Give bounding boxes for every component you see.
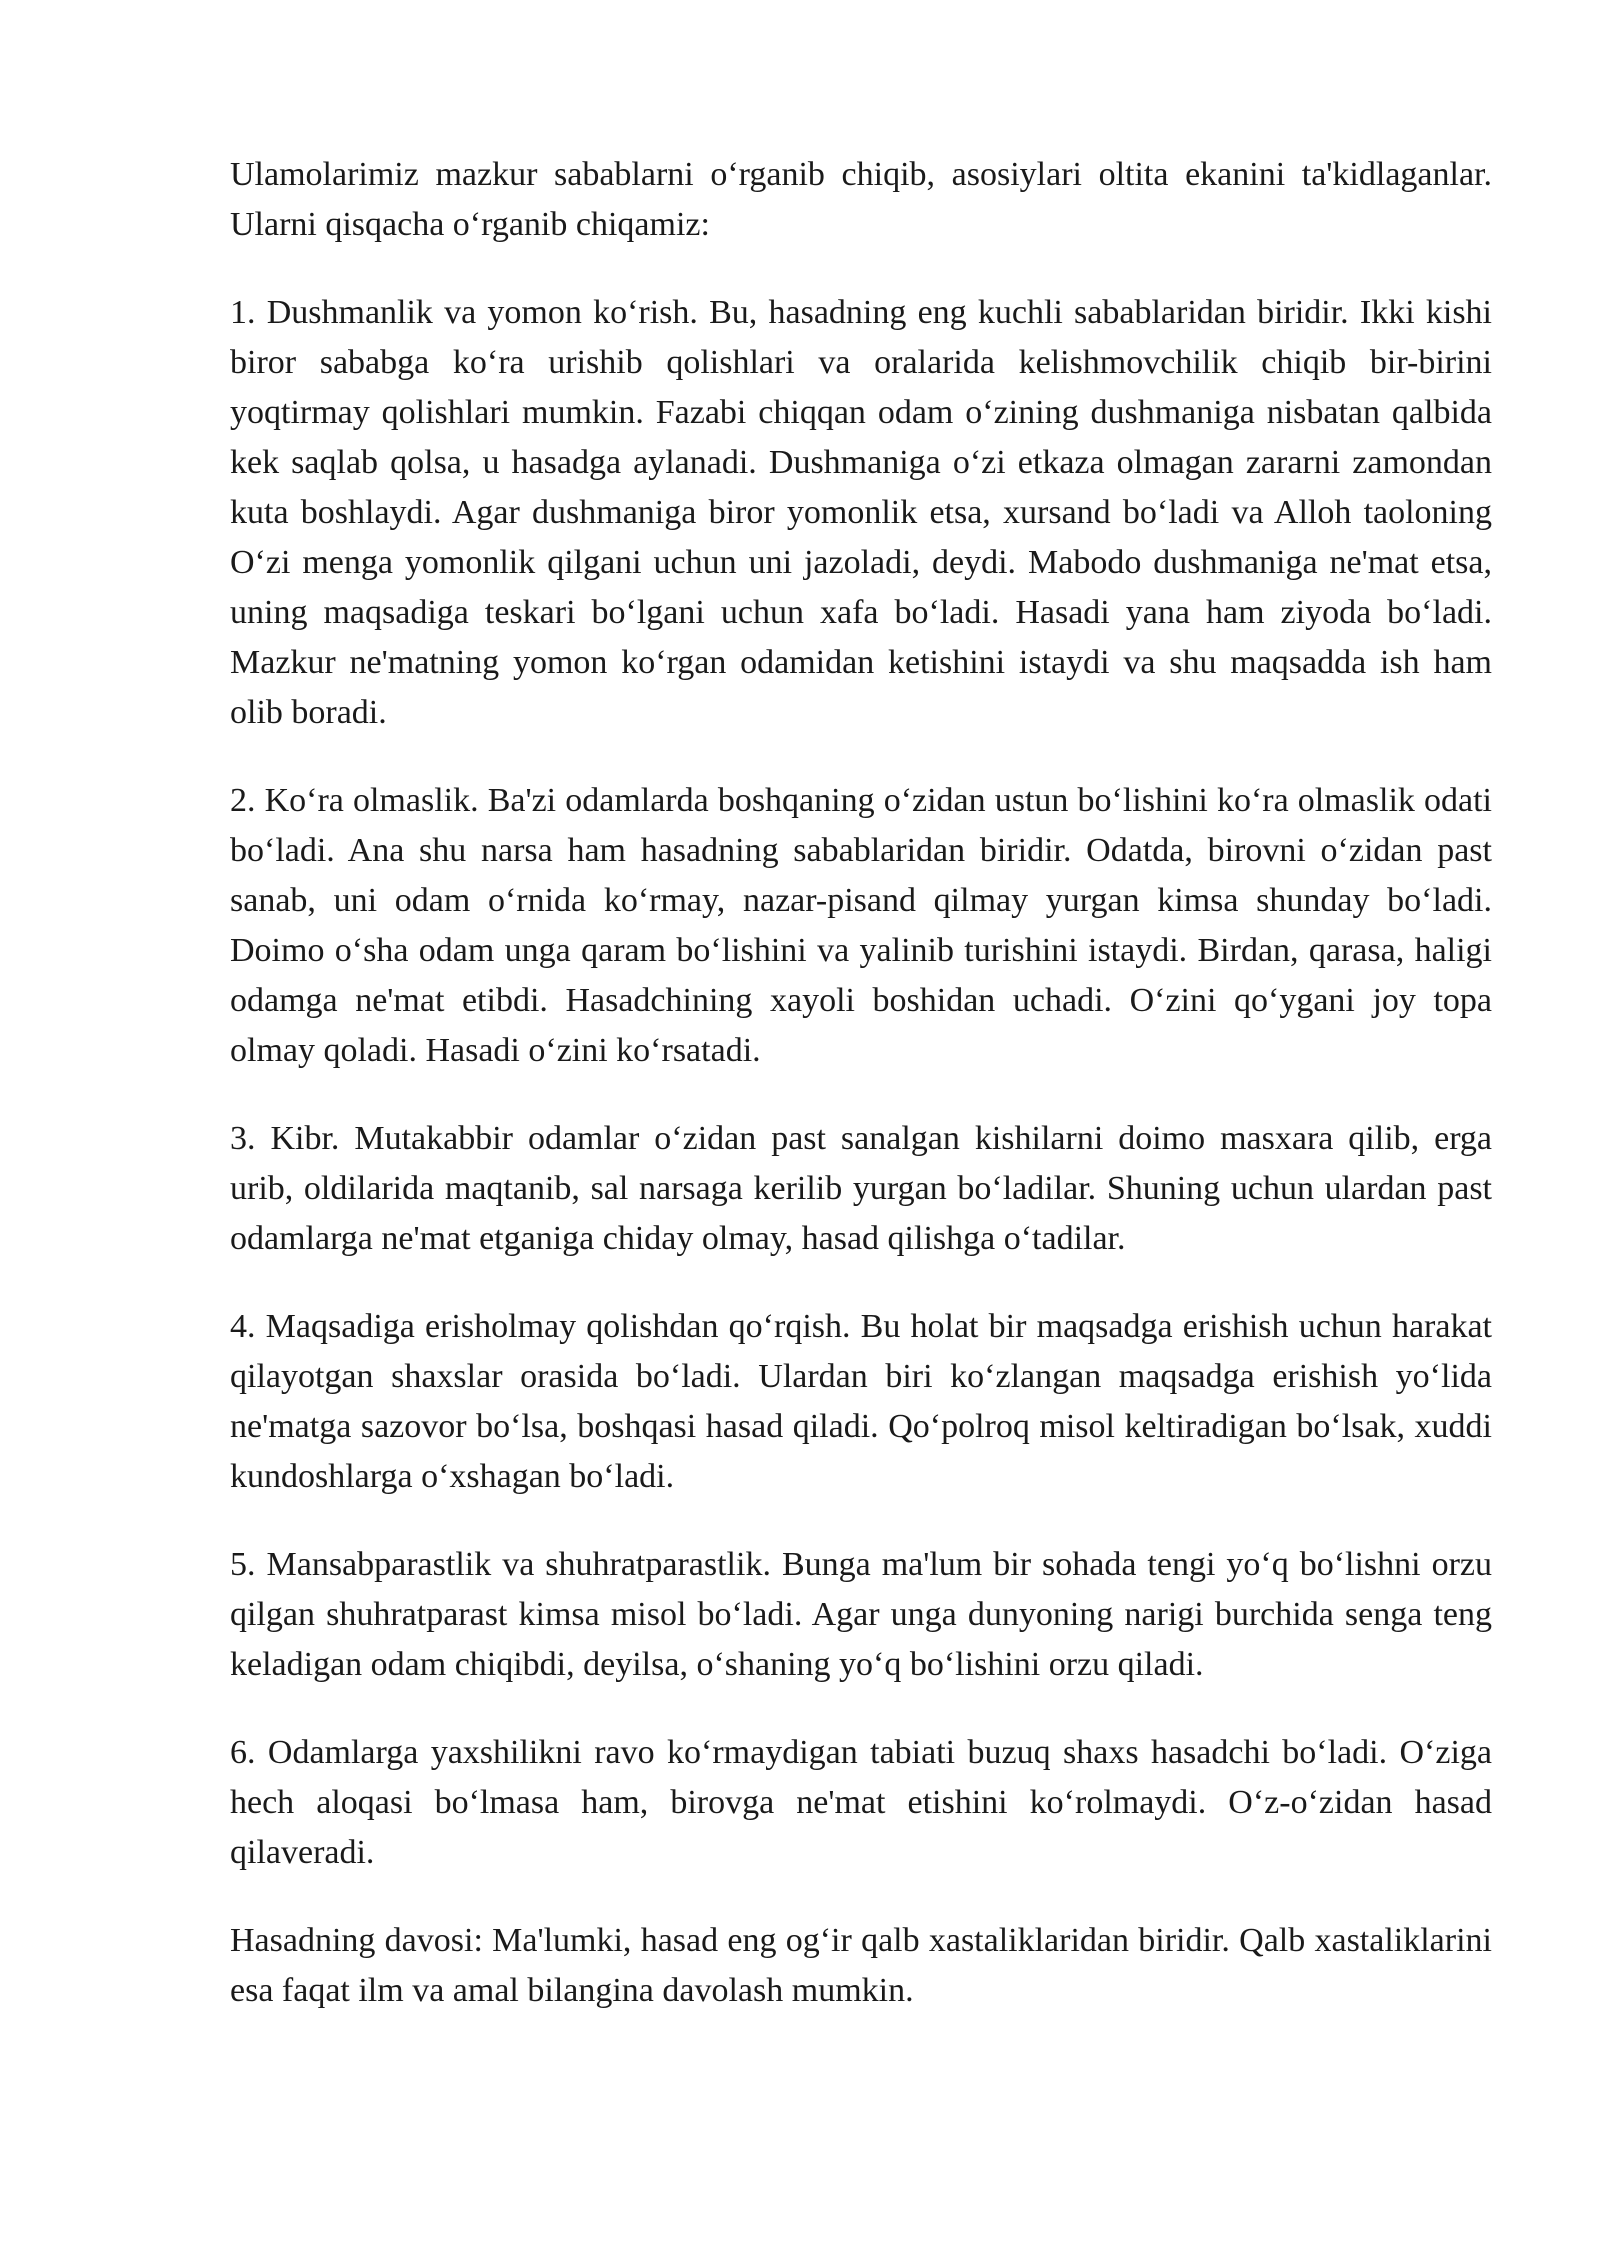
reason-4-paragraph: 4. Maqsadiga erisholmay qolishdan qoʻrqish. Bu holat bir maqsadga erishish uchun harakat qilayotgan shaxslar orasida boʻladi. Ulardan biri koʻzlangan maqsadga erishish yoʻlida ne'matga sazovor boʻlsa, boshqasi hasad qiladi. Qoʻpolroq misol keltiradigan boʻlsak, xuddi kundoshlarga oʻxshagan boʻladi. — [230, 1308, 1492, 1495]
reason-6-paragraph: 6. Odamlarga yaxshilikni ravo koʻrmaydigan tabiati buzuq shaxs hasadchi boʻladi. Oʻziga hech aloqasi boʻlmasa ham, birovga ne'mat etishini koʻrolmaydi. Oʻz-oʻzidan hasad qilaveradi. — [230, 1734, 1492, 1871]
remedy-paragraph: Hasadning davosi: Ma'lumki, hasad eng ogʻir qalb xastaliklaridan biridir. Qalb xastaliklarini esa faqat ilm va amal bilangina davolash mumkin. — [230, 1922, 1492, 2009]
reason-5-paragraph: 5. Mansabparastlik va shuhratparastlik. Bunga ma'lum bir sohada tengi yoʻq boʻlishni orzu qilgan shuhratparast kimsa misol boʻladi. Agar unga dunyoning narigi burchida senga teng keladigan odam chiqibdi, deyilsa, oʻshaning yoʻq boʻlishini orzu qiladi. — [230, 1546, 1492, 1683]
reason-2-paragraph: 2. Koʻra olmaslik. Ba'zi odamlarda boshqaning oʻzidan ustun boʻlishini koʻra olmaslik odati boʻladi. Ana shu narsa ham hasadning sabablaridan biridir. Odatda, birovni oʻzidan past sanab, uni odam oʻrnida koʻrmay, nazar-pisand qilmay yurgan kimsa shunday boʻladi. Doimo oʻsha odam unga qaram boʻlishini va yalinib turishini istaydi. Birdan, qarasa, haligi odamga ne'mat etibdi. Hasadchining xayoli boshidan uchadi. Oʻzini qoʻygani joy topa olmay qoladi. Hasadi oʻzini koʻrsatadi. — [230, 782, 1492, 1069]
reason-3-paragraph: 3. Kibr. Mutakabbir odamlar oʻzidan past sanalgan kishilarni doimo masxara qilib, erga urib, oldilarida maqtanib, sal narsaga kerilib yurgan boʻladilar. Shuning uchun ulardan past odamlarga ne'mat etganiga chiday olmay, hasad qilishga oʻtadilar. — [230, 1120, 1492, 1257]
document-page — [230, 150, 1492, 2054]
reason-1-paragraph: 1. Dushmanlik va yomon koʻrish. Bu, hasadning eng kuchli sabablaridan biridir. Ikki kishi biror sababga koʻra urishib qolishlari va oralarida kelishmovchilik chiqib bir-birini yoqtirmay qolishlari mumkin. Fazabi chiqqan odam oʻzining dushmaniga nisbatan qalbida kek saqlab qolsa, u hasadga aylanadi. Dushmaniga oʻzi etkaza olmagan zararni zamondan kuta boshlaydi. Agar dushmaniga biror yomonlik etsa, xursand boʻladi va Alloh taoloning Oʻzi menga yomonlik qilgani uchun uni jazoladi, deydi. Mabodo dushmaniga ne'mat etsa, uning maqsadiga teskari boʻlgani uchun xafa boʻladi. Hasadi yana ham ziyoda boʻladi. Mazkur ne'matning yomon koʻrgan odamidan ketishini istaydi va shu maqsadda ish ham olib boradi. — [230, 294, 1492, 731]
intro-paragraph: Ulamolarimiz mazkur sabablarni oʻrganib chiqib, asosiylari oltita ekanini ta'kidlaganlar. Ularni qisqacha oʻrganib chiqamiz: — [230, 156, 1492, 243]
